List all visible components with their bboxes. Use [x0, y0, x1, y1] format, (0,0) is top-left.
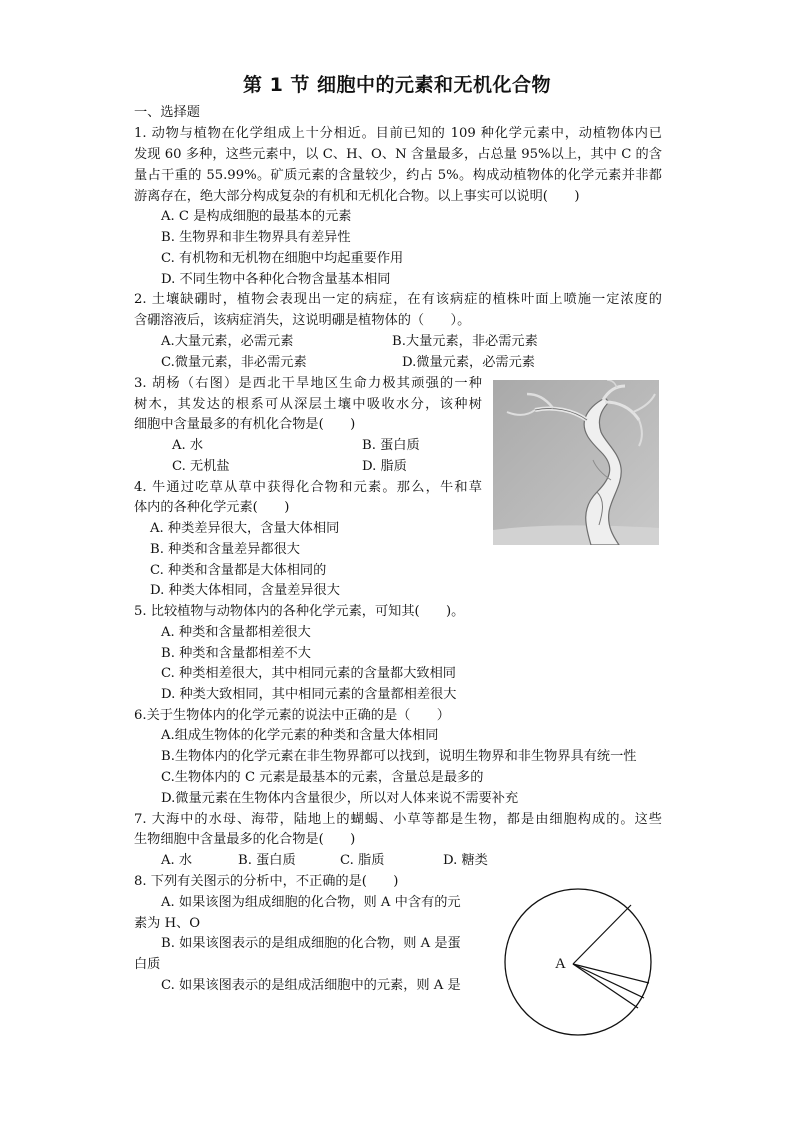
q7-line: 7. 大海中的水母、海带，陆地上的蝴蝎、小草等都是生物，都是由细胞构成的。这些 — [134, 812, 662, 827]
tree-photo — [493, 380, 659, 545]
q1-option-c: C. 有机物和无机物在细胞中均起重要作用 — [161, 251, 404, 266]
q1-line: 游离存在，绝大部分构成复杂的有机和无机化合物。以上事实可以说明( ) — [134, 189, 580, 204]
q7-option-d: D. 糖类 — [443, 853, 488, 868]
pie-diagram — [503, 887, 653, 1037]
q2-option-c: C.微量元素，非必需元素 — [161, 355, 307, 370]
q3-option-a: A. 水 — [172, 438, 204, 453]
q3-option-c: C. 无机盐 — [172, 459, 230, 474]
q2-line: 含硼溶液后，该病症消失，这说明硼是植物体的（ ）。 — [134, 313, 471, 328]
q1-line: 量占干重的 55.99%。矿质元素的含量较少，约占 5%。构成动植物体的化学元素并非都 — [134, 168, 662, 183]
q8-option-b: B. 如果该图表示的是组成细胞的化合物，则 A 是蛋 — [161, 936, 461, 951]
q2-line: 2. 土壤缺硼时，植物会表现出一定的病症，在有该病症的植株叶面上喷施一定浓度的 — [134, 292, 662, 307]
q4-line: 4. 牛通过吃草从草中获得化合物和元素。那么，牛和草 — [134, 480, 482, 495]
q1-option-b: B. 生物界和非生物界具有差异性 — [161, 230, 351, 245]
q5-line: 5. 比较植物与动物体内的各种化学元素，可知其( )。 — [134, 604, 465, 619]
q8-option-b-cont: 白质 — [134, 957, 161, 972]
q6-option-a: A.组成生物体的化学元素的种类和含量大体相同 — [161, 728, 439, 743]
q3-line: 3. 胡杨（右图）是西北干旱地区生命力极其顽强的一种 — [134, 376, 482, 391]
q7-line: 生物细胞中含量最多的化合物是( ) — [134, 832, 356, 847]
q4-option-b: B. 种类和含量差异都很大 — [150, 542, 300, 557]
q4-option-a: A. 种类差异很大，含量大体相同 — [150, 521, 340, 536]
q5-option-d: D. 种类大致相同，其中相同元素的含量都相差很大 — [161, 687, 457, 702]
q3-option-d: D. 脂质 — [362, 459, 407, 474]
q1-option-d: D. 不同生物中各种化合物含量基本相同 — [161, 272, 391, 287]
q8-option-c: C. 如果该图表示的是组成活细胞中的元素，则 A 是 — [161, 978, 461, 993]
q2-option-b: B.大量元素，非必需元素 — [392, 334, 538, 349]
q4-option-d: D. 种类大体相同，含量差异很大 — [150, 583, 340, 598]
q7-option-a: A. 水 — [161, 853, 193, 868]
page-title: 第 1 节 细胞中的元素和无机化合物 — [242, 74, 552, 96]
q1-option-a: A. C 是构成细胞的最基本的元素 — [161, 209, 352, 224]
q3-line: 细胞中含量最多的有机化合物是( ) — [134, 417, 356, 432]
q5-option-c: C. 种类相差很大，其中相同元素的含量都大致相同 — [161, 666, 456, 681]
q7-option-b: B. 蛋白质 — [238, 853, 296, 868]
q8-option-a-cont: 素为 H、O — [134, 916, 201, 931]
q3-line: 树木，其发达的根系可从深层土壤中吸收水分，该种树 — [134, 397, 482, 412]
q2-option-d: D.微量元素，必需元素 — [402, 355, 535, 370]
tree-illustration — [493, 380, 659, 545]
q6-option-d: D.微量元素在生物体内含量很少，所以对人体来说不需要补充 — [161, 791, 519, 806]
q4-option-c: C. 种类和含量都是大体相同的 — [150, 563, 327, 578]
q6-option-c: C.生物体内的 C 元素是最基本的元素，含量总是最多的 — [161, 770, 484, 785]
q3-option-b: B. 蛋白质 — [362, 438, 420, 453]
q5-option-a: A. 种类和含量都相差很大 — [161, 625, 311, 640]
q7-option-c: C. 脂质 — [340, 853, 385, 868]
pie-outline — [505, 889, 651, 1035]
q1-line: 1. 动物与植物在化学组成上十分相近。目前已知的 109 种化学元素中，动植物体内已 — [134, 126, 662, 141]
q6-line: 6.关于生物体内的化学元素的说法中正确的是（ ） — [134, 708, 450, 723]
q6-option-b: B.生物体内的化学元素在非生物界都可以找到，说明生物界和非生物界具有统一性 — [161, 749, 637, 764]
q5-option-b: B. 种类和含量都相差不大 — [161, 646, 311, 661]
section-heading: 一、选择题 — [134, 105, 200, 120]
q1-line: 发现 60 多种，这些元素中，以 C、H、O、N 含量最多，占总量 95%以上，其中 C 的含 — [134, 147, 662, 162]
q2-option-a: A.大量元素，必需元素 — [161, 334, 294, 349]
q8-line: 8. 下列有关图示的分析中，不正确的是( ) — [134, 874, 399, 889]
q8-option-a: A. 如果该图为组成细胞的化合物，则 A 中含有的元 — [161, 895, 461, 910]
q4-line: 体内的各种化学元素( ) — [134, 500, 290, 515]
pie-label-a: A — [555, 956, 566, 972]
